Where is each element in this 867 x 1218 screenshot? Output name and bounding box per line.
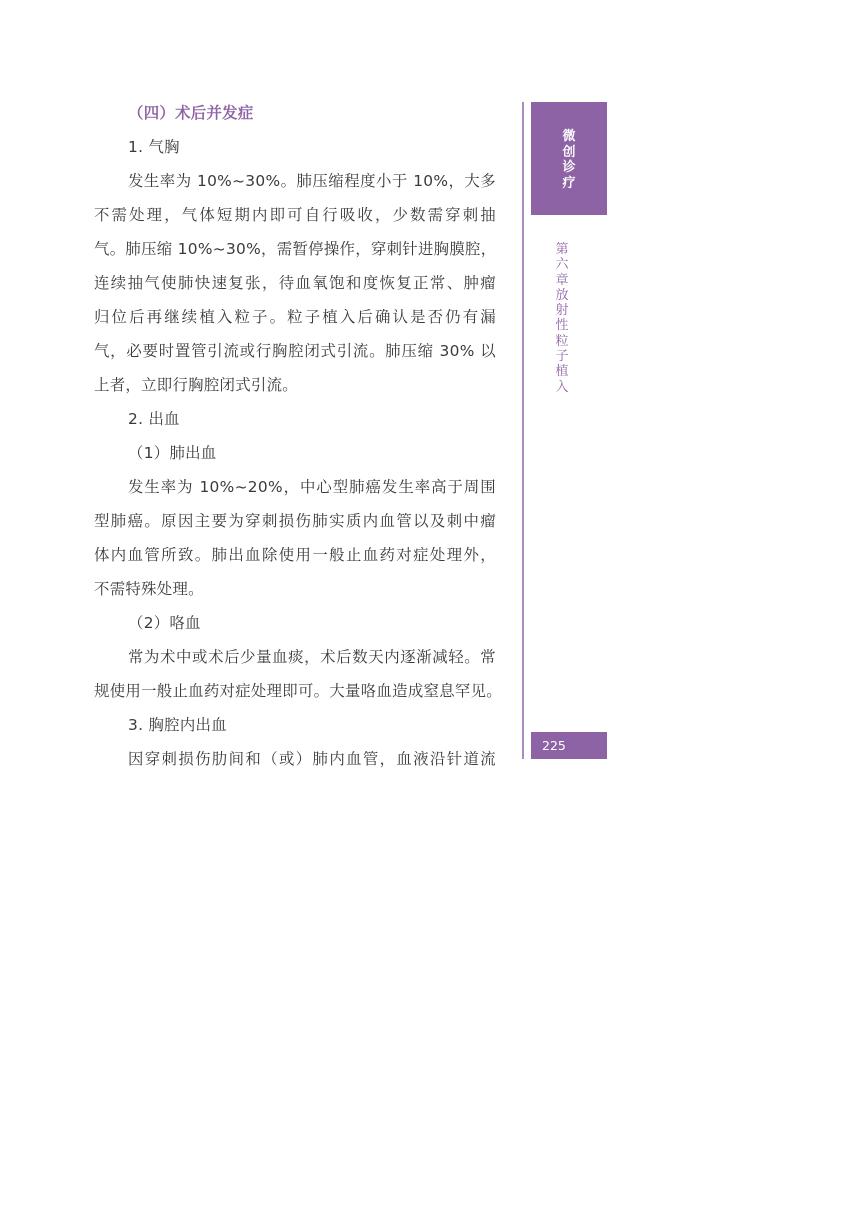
subsection-title: 3. 胸腔内出血: [128, 716, 227, 734]
text-line: 型肺癌。原因主要为穿刺损伤肺实质内血管以及刺中瘤: [94, 512, 496, 530]
subsection-title: 1. 气胸: [128, 138, 180, 156]
text-line: 气，必要时置管引流或行胸腔闭式引流。肺压缩 30% 以: [94, 342, 496, 360]
chapter-title: 第六章 放射性粒子植入: [555, 242, 582, 395]
section-heading: （四）术后并发症: [128, 104, 254, 122]
main-text: [94, 96, 502, 776]
section-tab-label: 微创诊疗: [562, 129, 576, 191]
subsection-title: （1）肺出血: [128, 444, 217, 462]
text-line: 连续抽气使肺快速复张，待血氧饱和度恢复正常、肿瘤: [94, 274, 496, 292]
text-line: 常为术中或术后少量血痰，术后数天内逐渐减轻。常: [128, 648, 496, 666]
subsection-title: 2. 出血: [128, 410, 180, 428]
text-line: 不需处理，气体短期内即可自行吸收，少数需穿刺抽: [94, 206, 496, 224]
text-line: 不需特殊处理。: [94, 580, 204, 598]
text-line: 规使用一般止血药对症处理即可。大量咯血造成窒息罕见。: [94, 682, 502, 700]
text-line: 发生率为 10%~30%。肺压缩程度小于 10%，大多: [128, 172, 496, 190]
subsection-title: （2）咯血: [128, 614, 201, 632]
text-line: 气。肺压缩 10%~30%，需暂停操作，穿刺针进胸膜腔，: [94, 240, 497, 258]
text-line: 归位后再继续植入粒子。粒子植入后确认是否仍有漏: [94, 308, 496, 326]
margin-rule: [522, 102, 524, 759]
text-line: 发生率为 10%~20%，中心型肺癌发生率高于周围: [128, 478, 496, 496]
text-line: 因穿刺损伤肋间和（或）肺内血管，血液沿针道流: [128, 750, 496, 768]
text-line: 体内血管所致。肺出血除使用一般止血药对症处理外，: [94, 546, 496, 564]
section-tab: [531, 102, 607, 215]
text-line: 上者，立即行胸腔闭式引流。: [94, 376, 298, 394]
page-number: 225: [531, 732, 607, 759]
